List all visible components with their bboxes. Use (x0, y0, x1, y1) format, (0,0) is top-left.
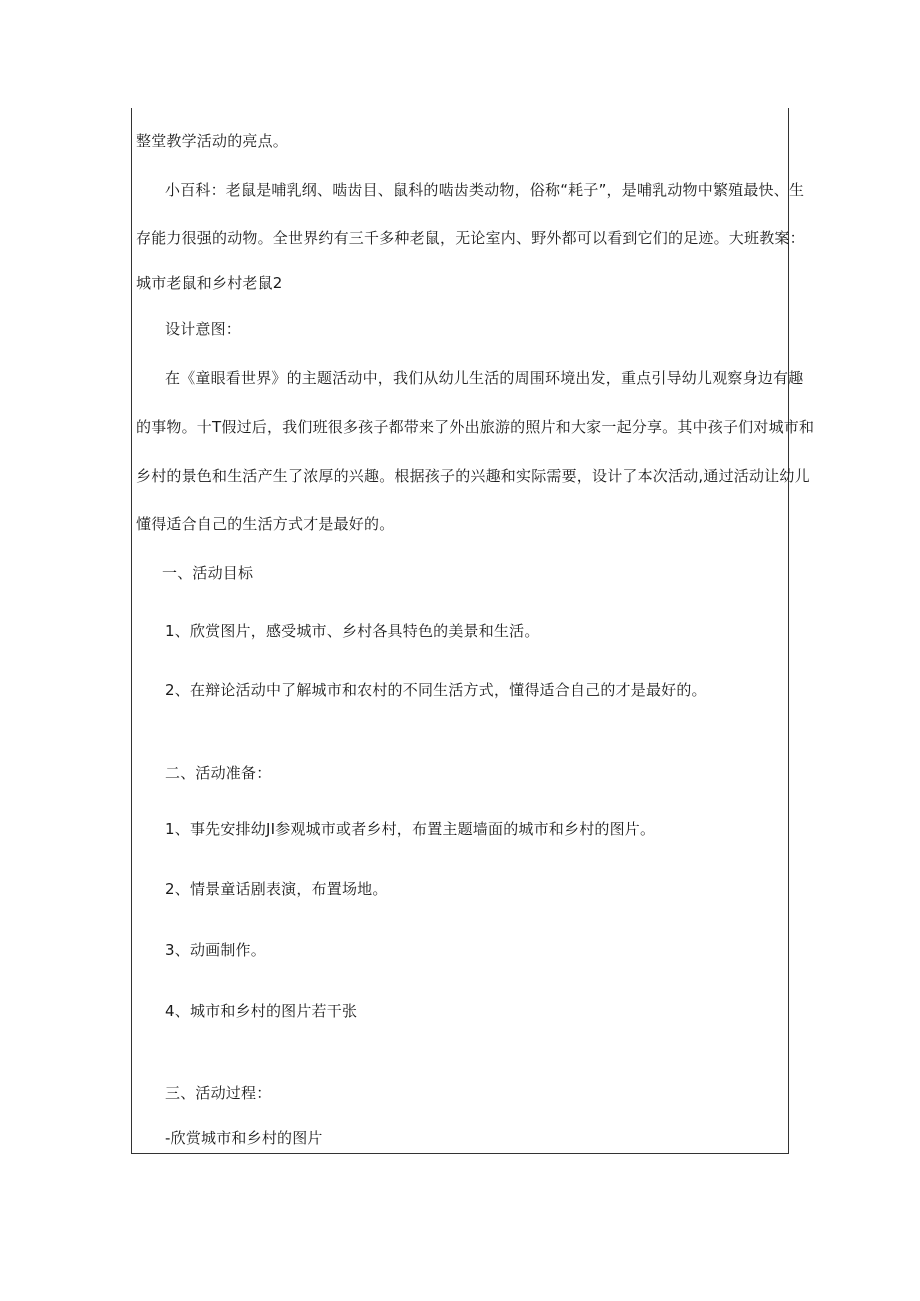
list-item: 2、情景童话剧表演，布置场地。 (165, 880, 388, 898)
paragraph-line: 小百科：老鼠是哺乳纲、啮齿目、鼠科的啮齿类动物，俗称“耗子”，是哺乳动物中繁殖最快、生 (165, 181, 805, 199)
list-item: 3、动画制作。 (165, 941, 266, 959)
section-heading: 一、活动目标 (162, 564, 254, 582)
paragraph-line: 的事物。十T假过后，我们班很多孩子都带来了外出旅游的照片和大家一起分享。其中孩子们对城市和 (136, 418, 815, 436)
section-heading: 三、活动过程： (165, 1084, 272, 1102)
list-item: 1、事先安排幼JI参观城市或者乡村，布置主题墙面的城市和乡村的图片。 (165, 820, 656, 838)
paragraph-line: 乡村的景色和生活产生了浓厚的兴趣。根据孩子的兴趣和实际需要，设计了本次活动,通过活动让幼儿 (136, 467, 810, 485)
paragraph-line: 存能力很强的动物。全世界约有三千多种老鼠，无论室内、野外都可以看到它们的足迹。大班教案： (136, 229, 805, 247)
paragraph-line: 城市老鼠和乡村老鼠2 (136, 274, 283, 292)
paragraph-line: 整堂教学活动的亮点。 (136, 132, 289, 150)
paragraph-line: 懂得适合自己的生活方式才是最好的。 (136, 515, 395, 533)
section-heading: 二、活动准备： (165, 764, 272, 782)
paragraph-line: 在《童眼看世界》的主题活动中，我们从幼儿生活的周围环境出发，重点引导幼儿观察身边有趣 (165, 369, 804, 387)
list-item: 4、城市和乡村的图片若干张 (165, 1002, 358, 1020)
list-item: -欣赏城市和乡村的图片 (165, 1129, 323, 1147)
list-item: 1、欣赏图片，感受城市、乡村各具特色的美景和生活。 (165, 622, 540, 640)
section-heading: 设计意图： (165, 320, 242, 338)
list-item: 2、在辩论活动中了解城市和农村的不同生活方式，懂得适合自己的才是最好的。 (165, 681, 707, 699)
